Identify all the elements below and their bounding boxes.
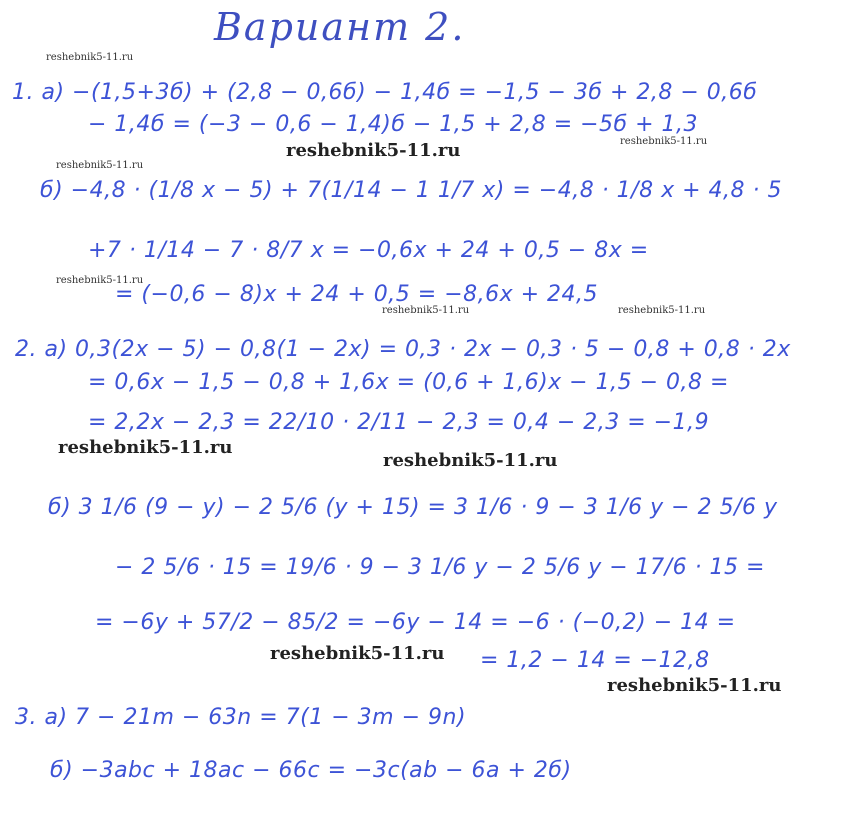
solution-line: 3. а) 7 − 21m − 63n = 7(1 − 3m − 9n) (15, 705, 467, 730)
watermark: reshebnik5-11.ru (383, 450, 558, 471)
solution-line: б) −3abc + 18ac − 66c = −3c(ab − 6a + 2б) (50, 758, 572, 783)
solution-line: б) 3 1/6 (9 − y) − 2 5/6 (y + 15) = 3 1/6 · 9 − 3 1/6 y − 2 5/6 y (48, 495, 778, 520)
solution-line: = −6y + 57/2 − 85/2 = −6y − 14 = −6 · (−0,2) − 14 = (95, 610, 736, 635)
solution-line: +7 · 1/14 − 7 · 8/7 x = −0,6x + 24 + 0,5 − 8x = (88, 238, 649, 263)
watermark: reshebnik5-11.ru (620, 136, 708, 147)
solution-line: − 1,4б = (−3 − 0,6 − 1,4)б − 1,5 + 2,8 = −5б + 1,3 (88, 112, 699, 137)
watermark: reshebnik5-11.ru (286, 140, 461, 161)
watermark: reshebnik5-11.ru (382, 305, 470, 316)
solution-line: = 0,6x − 1,5 − 0,8 + 1,6x = (0,6 + 1,6)x − 1,5 − 0,8 = (88, 370, 729, 395)
watermark: reshebnik5-11.ru (58, 437, 233, 458)
solution-line: б) −4,8 · (1/8 x − 5) + 7(1/14 − 1 1/7 x) = −4,8 · 1/8 x + 4,8 · 5 (40, 178, 782, 203)
watermark: reshebnik5-11.ru (56, 275, 144, 286)
watermark: reshebnik5-11.ru (618, 305, 706, 316)
solution-line: 1. а) −(1,5+3б) + (2,8 − 0,6б) − 1,4б = −1,5 − 3б + 2,8 − 0,6б (12, 80, 758, 105)
watermark: reshebnik5-11.ru (56, 160, 144, 171)
solution-line: = 1,2 − 14 = −12,8 (480, 648, 710, 673)
watermark: reshebnik5-11.ru (46, 52, 134, 63)
solution-line: = 2,2x − 2,3 = 22/10 · 2/11 − 2,3 = 0,4 − 2,3 = −1,9 (88, 410, 710, 435)
solution-line: 2. а) 0,3(2x − 5) − 0,8(1 − 2x) = 0,3 · 2x − 0,3 · 5 − 0,8 + 0,8 · 2x (15, 337, 791, 362)
page-title: Вариант 2. (214, 5, 466, 49)
solution-line: − 2 5/6 · 15 = 19/6 · 9 − 3 1/6 y − 2 5/6 y − 17/6 · 15 = (115, 555, 765, 580)
watermark: reshebnik5-11.ru (607, 675, 782, 696)
solution-line: = (−0,6 − 8)x + 24 + 0,5 = −8,6x + 24,5 (115, 282, 599, 307)
watermark: reshebnik5-11.ru (270, 643, 445, 664)
